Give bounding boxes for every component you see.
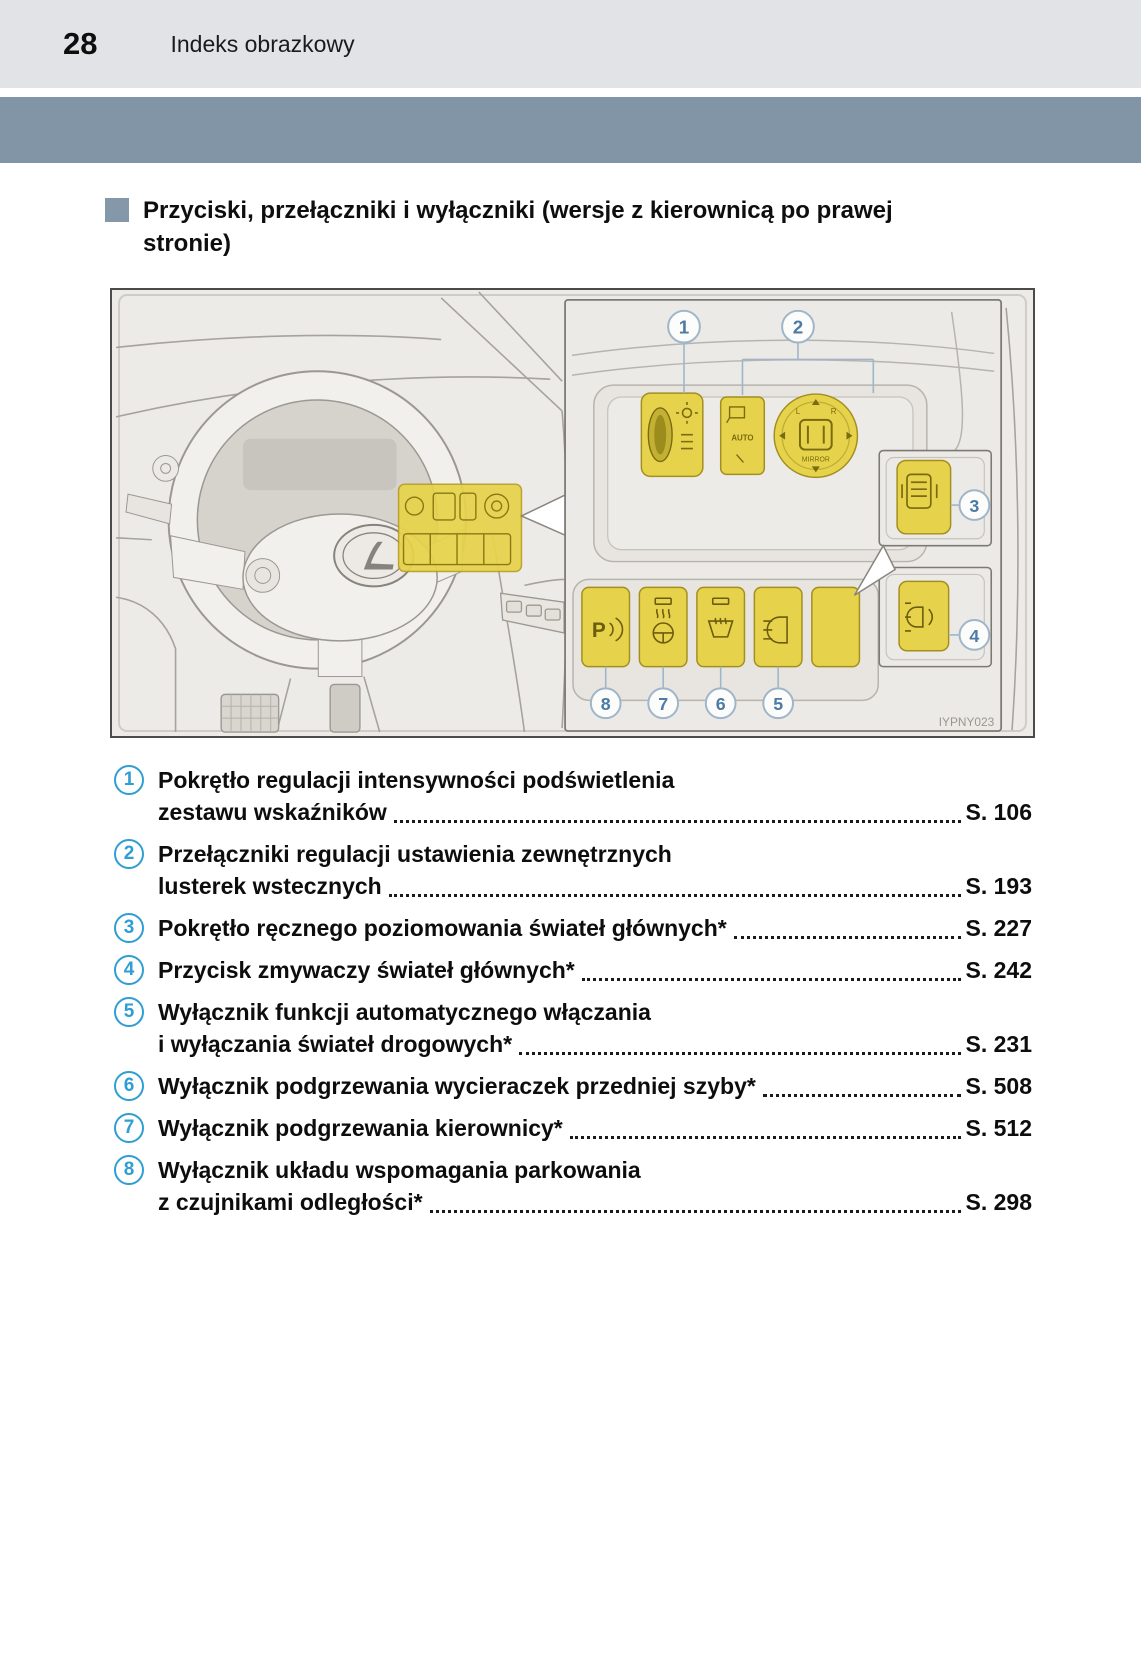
item-number-badge: 7 (114, 1113, 144, 1143)
list-item (114, 838, 1032, 902)
item-text: z czujnikami odległości* (158, 1189, 423, 1215)
item-number-badge: 6 (114, 1071, 144, 1101)
figure-watermark: IYPNY023 (938, 715, 995, 730)
auto-label: AUTO (731, 433, 754, 443)
zoom-arrow-left (521, 492, 571, 538)
dotted-leader (734, 936, 961, 939)
dotted-leader (389, 894, 961, 897)
chapter-color-band (0, 97, 1141, 163)
page-reference: S. 106 (965, 799, 1032, 825)
mirror-left-label: L (795, 406, 801, 416)
dashboard-illustration (110, 288, 1035, 738)
svg-text:4: 4 (969, 625, 980, 646)
page-reference: S. 508 (965, 1073, 1032, 1099)
callout-5 (763, 688, 793, 718)
item-number-badge: 1 (114, 765, 144, 795)
callout-7 (648, 688, 678, 718)
door-window-switches (501, 593, 564, 633)
list-item (114, 1070, 1032, 1102)
svg-text:5: 5 (773, 694, 784, 715)
headlight-leveling-dial (897, 460, 951, 533)
dotted-leader (763, 1094, 961, 1097)
list-item (114, 1154, 1032, 1218)
wiper-deicer-button (697, 587, 745, 666)
dotted-leader (394, 820, 961, 823)
item-text: i wyłączania świateł drogowych* (158, 1031, 513, 1057)
headlight-washer-inset (879, 568, 991, 667)
callout-6 (706, 688, 736, 718)
heading-line-1: Przyciski, przełączniki i wyłączniki (wersje z kierownicą po prawej (143, 197, 893, 224)
item-text: Wyłącznik funkcji automatycznego włączania (158, 999, 651, 1025)
svg-text:3: 3 (969, 496, 980, 517)
item-text: Wyłącznik układu wspomagania parkowania (158, 1157, 641, 1183)
item-text: Przełączniki regulacji ustawienia zewnętrznych (158, 841, 672, 867)
dotted-leader (582, 978, 961, 981)
page-reference: S. 298 (965, 1189, 1032, 1215)
item-number-badge: 3 (114, 913, 144, 943)
callout-4 (960, 620, 990, 650)
pedals (221, 684, 360, 732)
list-item (114, 954, 1032, 986)
svg-text:2: 2 (792, 316, 804, 338)
page-number: 28 (63, 26, 98, 61)
callout-2 (782, 311, 814, 343)
page-header (0, 0, 1141, 88)
item-text: Wyłącznik podgrzewania kierownicy* (158, 1115, 563, 1141)
highlighted-switch-panel (399, 484, 522, 571)
page-reference: S. 231 (965, 1031, 1032, 1057)
ignition-ring (153, 456, 179, 482)
page-reference: S. 242 (965, 957, 1032, 983)
callout-8 (591, 688, 621, 718)
instrument-cluster (243, 439, 397, 491)
svg-text:7: 7 (658, 694, 669, 715)
blank-switch-button (812, 587, 860, 666)
dotted-leader (570, 1136, 961, 1139)
dotted-leader (430, 1210, 961, 1213)
list-item (114, 996, 1032, 1060)
item-text: Przycisk zmywaczy świateł głównych* (158, 957, 575, 983)
mirror-right-label: R (830, 406, 837, 416)
list-item (114, 912, 1032, 944)
page-reference: S. 512 (965, 1115, 1032, 1141)
svg-text:1: 1 (678, 316, 690, 338)
item-number-badge: 2 (114, 839, 144, 869)
section-title: Indeks obrazkowy (170, 30, 355, 57)
item-text: Pokrętło regulacji intensywności podświetlenia (158, 767, 675, 793)
svg-text:8: 8 (600, 694, 611, 715)
page-reference: S. 193 (965, 873, 1032, 899)
page-reference: S. 227 (965, 915, 1032, 941)
callout-3 (960, 490, 990, 520)
heading-text (143, 194, 893, 260)
heading-line-2: stronie) (143, 230, 232, 257)
dashboard-illustration-svg (112, 290, 1033, 736)
callout-1 (668, 311, 700, 343)
item-text: lusterek wstecznych (158, 873, 382, 899)
dotted-leader (519, 1052, 960, 1055)
bottom-switch-row (582, 587, 860, 666)
item-text: zestawu wskaźników (158, 799, 387, 825)
steering-heater-button (639, 587, 687, 666)
auto-high-beam-button (754, 587, 802, 666)
mirror-adjust-dial (774, 394, 857, 477)
svg-text:6: 6 (715, 694, 726, 715)
item-number-badge: 4 (114, 955, 144, 985)
item-text: Wyłącznik podgrzewania wycieraczek przedniej szyby* (158, 1073, 756, 1099)
picture-index-list (114, 764, 1032, 1228)
item-number-badge: 8 (114, 1155, 144, 1185)
mirror-fold-button (721, 397, 765, 474)
heading-bullet-square (105, 198, 129, 222)
list-item (114, 764, 1032, 828)
item-text: Pokrętło ręcznego poziomowania świateł głównych* (158, 915, 727, 941)
list-item (114, 1112, 1032, 1144)
parking-sensor-icon: P (591, 618, 606, 642)
mirror-dial-label: MIRROR (801, 456, 830, 464)
instrument-light-dial (641, 393, 702, 476)
stalk-lever (126, 494, 172, 524)
subsection-heading (105, 194, 1035, 260)
item-number-badge: 5 (114, 997, 144, 1027)
